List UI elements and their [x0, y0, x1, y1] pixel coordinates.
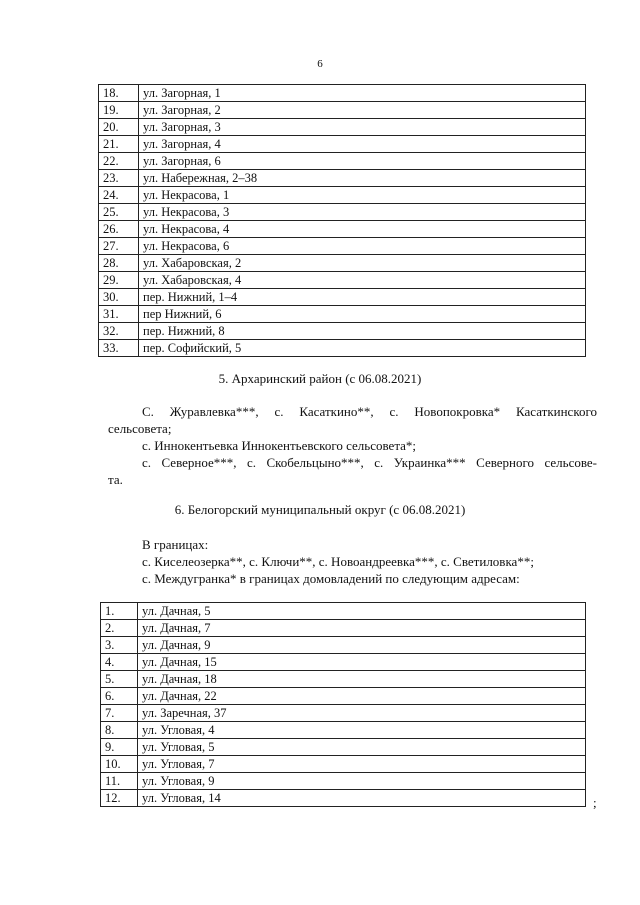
address-cell: пер Нижний, 6: [139, 306, 586, 323]
address-cell: ул. Дачная, 18: [138, 671, 586, 688]
address-table-1-body: [99, 85, 586, 357]
address-cell: ул. Загорная, 1: [139, 85, 586, 102]
table-row: [101, 722, 586, 739]
row-number-cell: 18.: [99, 85, 139, 102]
page-number: 6: [317, 58, 323, 70]
table-row: [99, 153, 586, 170]
address-cell: ул. Хабаровская, 2: [139, 255, 586, 272]
row-number-cell: 8.: [101, 722, 138, 739]
row-number-cell: 21.: [99, 136, 139, 153]
row-number-cell: 32.: [99, 323, 139, 340]
address-cell: ул. Угловая, 7: [138, 756, 586, 773]
address-cell: ул. Дачная, 7: [138, 620, 586, 637]
row-number-cell: 27.: [99, 238, 139, 255]
address-cell: ул. Некрасова, 4: [139, 221, 586, 238]
table-row: [101, 705, 586, 722]
row-number-cell: 30.: [99, 289, 139, 306]
table-row: [101, 756, 586, 773]
table-row: [99, 340, 586, 357]
row-number-cell: 6.: [101, 688, 138, 705]
address-cell: ул. Дачная, 22: [138, 688, 586, 705]
table-row: [99, 272, 586, 289]
row-number-cell: 2.: [101, 620, 138, 637]
table-row: [99, 85, 586, 102]
table-row: [101, 671, 586, 688]
row-number-cell: 19.: [99, 102, 139, 119]
table-row: [99, 136, 586, 153]
table-row: [99, 170, 586, 187]
address-cell: ул. Дачная, 5: [138, 603, 586, 620]
table-row: [99, 238, 586, 255]
table-row: [99, 102, 586, 119]
table-row: [99, 306, 586, 323]
section-5-paragraph-3-line-1: с. Северное***, с. Скобельцыно***, с. Украинка*** Северного сельсове-: [142, 455, 597, 470]
address-cell: ул. Загорная, 4: [139, 136, 586, 153]
row-number-cell: 10.: [101, 756, 138, 773]
address-cell: ул. Загорная, 3: [139, 119, 586, 136]
section-6-line-1: В границах:: [142, 537, 209, 552]
row-number-cell: 7.: [101, 705, 138, 722]
row-number-cell: 1.: [101, 603, 138, 620]
table-row: [99, 221, 586, 238]
section-5-paragraph-3-line-2: та.: [108, 472, 123, 487]
table-row: [99, 187, 586, 204]
row-number-cell: 25.: [99, 204, 139, 221]
row-number-cell: 22.: [99, 153, 139, 170]
section-5-paragraph-1-line-1: С. Журавлевка***, с. Касаткино**, с. Новопокровка* Касаткинского: [142, 404, 597, 419]
row-number-cell: 24.: [99, 187, 139, 204]
address-cell: ул. Угловая, 14: [138, 790, 586, 807]
row-number-cell: 20.: [99, 119, 139, 136]
address-cell: пер. Софийский, 5: [139, 340, 586, 357]
address-cell: ул. Хабаровская, 4: [139, 272, 586, 289]
table-row: [99, 323, 586, 340]
address-cell: ул. Угловая, 9: [138, 773, 586, 790]
row-number-cell: 23.: [99, 170, 139, 187]
section-6-line-2: с. Киселеозерка**, с. Ключи**, с. Новоандреевка***, с. Светиловка**;: [142, 554, 534, 569]
table-row: [101, 773, 586, 790]
table-row: [101, 620, 586, 637]
section-5-paragraph-2: с. Иннокентьевка Иннокентьевского сельсовета*;: [142, 438, 417, 453]
address-cell: ул. Угловая, 4: [138, 722, 586, 739]
address-table-1: [98, 84, 586, 357]
row-number-cell: 28.: [99, 255, 139, 272]
row-number-cell: 5.: [101, 671, 138, 688]
address-table-2-body: [101, 603, 586, 807]
address-cell: ул. Дачная, 9: [138, 637, 586, 654]
address-cell: ул. Заречная, 37: [138, 705, 586, 722]
address-cell: ул. Загорная, 2: [139, 102, 586, 119]
address-cell: ул. Некрасова, 3: [139, 204, 586, 221]
address-cell: пер. Нижний, 8: [139, 323, 586, 340]
row-number-cell: 31.: [99, 306, 139, 323]
row-number-cell: 11.: [101, 773, 138, 790]
row-number-cell: 26.: [99, 221, 139, 238]
row-number-cell: 12.: [101, 790, 138, 807]
table-row: [101, 688, 586, 705]
address-table-2: [100, 602, 586, 807]
address-cell: ул. Набережная, 2–38: [139, 170, 586, 187]
table-row: [101, 603, 586, 620]
table-row: [101, 654, 586, 671]
address-cell: ул. Дачная, 15: [138, 654, 586, 671]
table-row: [99, 255, 586, 272]
trailing-semicolon: ;: [593, 795, 597, 810]
table-row: [101, 790, 586, 807]
table-row: [99, 119, 586, 136]
table-row: [101, 739, 586, 756]
address-cell: ул. Угловая, 5: [138, 739, 586, 756]
section-5-paragraph-1-line-2: сельсовета;: [108, 421, 172, 436]
address-cell: ул. Некрасова, 1: [139, 187, 586, 204]
row-number-cell: 3.: [101, 637, 138, 654]
table-row: [99, 204, 586, 221]
table-row: [101, 637, 586, 654]
section-5-heading: 5. Архаринский район (с 06.08.2021): [218, 371, 422, 386]
row-number-cell: 4.: [101, 654, 138, 671]
table-row: [99, 289, 586, 306]
row-number-cell: 29.: [99, 272, 139, 289]
address-cell: ул. Некрасова, 6: [139, 238, 586, 255]
address-cell: пер. Нижний, 1–4: [139, 289, 586, 306]
address-cell: ул. Загорная, 6: [139, 153, 586, 170]
row-number-cell: 33.: [99, 340, 139, 357]
section-6-heading: 6. Белогорский муниципальный округ (с 06.08.2021): [174, 502, 466, 517]
section-6-line-3: с. Междугранка* в границах домовладений по следующим адресам:: [142, 571, 520, 586]
row-number-cell: 9.: [101, 739, 138, 756]
